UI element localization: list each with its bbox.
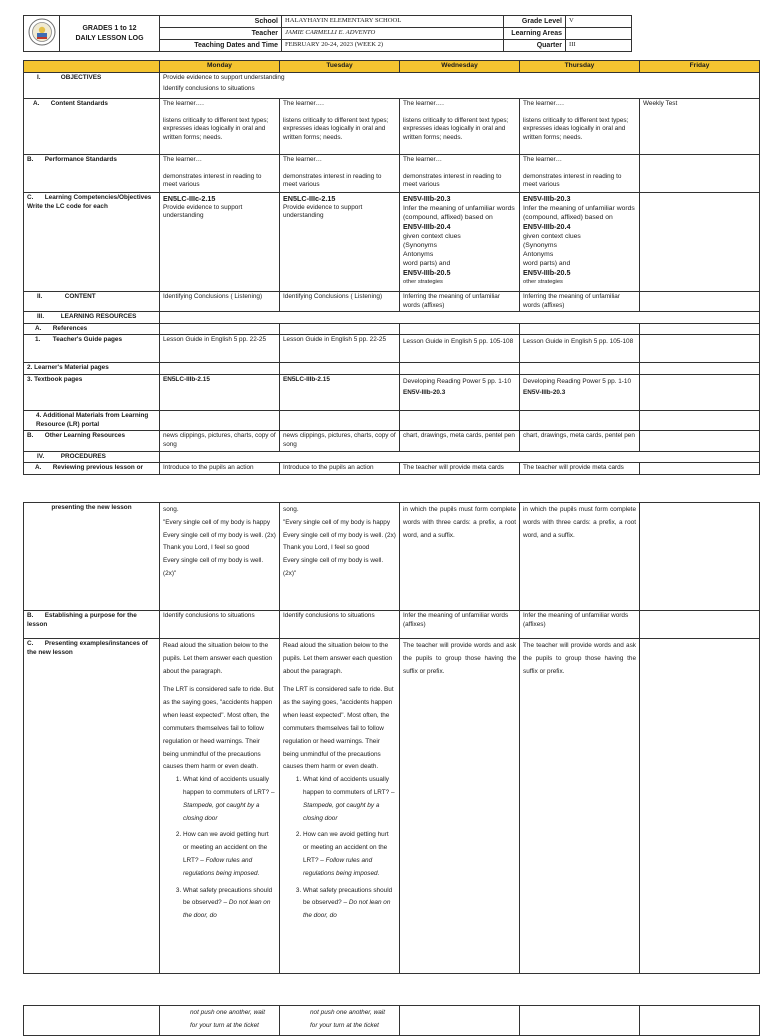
examples-questions <box>283 774 396 923</box>
lc-text-2b: (Synonyms <box>403 241 437 249</box>
page3-monday <box>160 1006 280 1036</box>
cs-tuesday <box>280 98 400 154</box>
quarter-value: III <box>566 40 632 52</box>
lc-code: EN5LC-IIIc-2.15 <box>283 193 336 203</box>
question-item <box>303 885 396 923</box>
presenting-examples-num: C. <box>27 640 34 647</box>
cs-learner: The learner…. <box>403 99 444 107</box>
song-line-2: Every single cell of my body is well. (2x) <box>163 531 276 539</box>
review-thursday: The teacher will provide meta cards <box>520 463 640 475</box>
examples-friday <box>640 639 760 974</box>
question-text: What safety precautions should be observed? – <box>183 886 273 907</box>
purpose-friday <box>640 611 760 639</box>
presenting-new-lesson-label: presenting the new lesson <box>24 503 160 611</box>
lc-wednesday <box>400 192 520 291</box>
song-line-4: Every single cell of my body is well. (2x)" <box>163 557 264 578</box>
examples-questions <box>163 774 276 923</box>
presenting-examples-text: Presenting examples/instances of the new lesson <box>27 640 148 656</box>
reviewing-text: Reviewing previous lesson or <box>52 464 143 472</box>
ref-empty-thu <box>520 323 640 335</box>
lc-text-2a: given context clues <box>403 232 461 240</box>
lm-empty-wed <box>400 363 520 375</box>
page3-thursday <box>520 1006 640 1036</box>
ref-empty-tue <box>280 323 400 335</box>
grade-level-label: Grade Level <box>504 16 566 28</box>
question-item <box>183 885 276 923</box>
answer-text: Stampede, got caught by a closing door <box>183 801 260 822</box>
answer-text: Stampede, got caught by a closing door <box>303 801 380 822</box>
lc-code-1: EN5V-IIIb-20.3 <box>403 193 451 203</box>
lesson-log-table-page3 <box>23 1005 760 1036</box>
song-label: song. <box>283 506 299 513</box>
references-text: References <box>52 324 88 332</box>
answer-cont: not push one another, wait <box>190 1009 265 1016</box>
tb-friday <box>640 375 760 411</box>
examples-monday <box>160 639 280 974</box>
other-thursday: chart, drawings, meta cards, pentel pen <box>520 431 640 451</box>
lc-text-1: Infer the meaning of unfamiliar words (compound, affixed) based on <box>523 204 635 221</box>
examples-paragraph: The LRT is considered safe to ride. But as the saying goes, "accidents happen when least expected". Most often, the commuters themselves fail to follow regulation or heed warnings. Their being unmindful of the precautions causes them harm or even death. <box>163 686 274 771</box>
review-tuesday: Introduce to the pupils an action <box>280 463 400 475</box>
examples-intro: Read aloud the situation below to the pupils. Let them answer each question about the paragraph. <box>163 642 273 675</box>
ps-text: demonstrates interest in reading to meet various <box>163 172 262 189</box>
review-cont-tuesday <box>280 503 400 611</box>
header-table <box>23 15 632 52</box>
day-tuesday: Tuesday <box>280 61 400 73</box>
lm-empty-tue <box>280 363 400 375</box>
ps-text: demonstrates interest in reading to meet various <box>283 172 382 189</box>
purpose-tuesday: Identify conclusions to situations <box>280 611 400 639</box>
procedures-label <box>24 451 160 463</box>
question-item <box>303 774 396 825</box>
tb-thursday <box>520 375 640 411</box>
review-cont-friday <box>640 503 760 611</box>
ps-monday <box>160 154 280 192</box>
learning-areas-value <box>566 28 632 40</box>
question-item <box>183 774 276 825</box>
lc-code: EN5LC-IIIc-2.15 <box>163 193 216 203</box>
cs-text: listens critically to different text types; expresses ideas logically in oral and written forms; needs. <box>283 116 389 141</box>
title-line1: GRADES 1 to 12 <box>82 25 137 33</box>
purpose-thursday: Infer the meaning of unfamiliar words (affixes) <box>520 611 640 639</box>
objectives-num: I. <box>37 73 41 81</box>
question-text: How can we avoid getting hurt or meeting an accident on the LRT? – <box>303 831 389 864</box>
competencies-text: Learning Competencies/Objectives Write the LC code for each <box>27 193 152 210</box>
resources-num: III. <box>37 313 45 321</box>
ps-text: demonstrates interest in reading to meet various <box>523 172 622 189</box>
ps-thursday <box>520 154 640 192</box>
answer-cont-2: for your turn at the ticket <box>190 1021 259 1029</box>
other-wednesday: chart, drawings, meta cards, pentel pen <box>400 431 520 451</box>
cs-friday: Weekly Test <box>640 98 760 154</box>
answer-text: Do not lean on the door, do <box>303 899 391 920</box>
tb-wednesday <box>400 375 520 411</box>
question-text: What kind of accidents usually happen to commuters of LRT? – <box>183 776 275 796</box>
content-text: CONTENT <box>64 292 96 300</box>
day-wednesday: Wednesday <box>400 61 520 73</box>
cs-learner: The learner…. <box>283 99 324 107</box>
deped-seal-icon <box>28 18 56 46</box>
ps-learner: The learner… <box>403 155 443 163</box>
other-tuesday: news clippings, pictures, charts, copy of song <box>280 431 400 451</box>
question-item <box>303 829 396 880</box>
lc-text-2d: word parts) and <box>403 260 451 268</box>
performance-standards-num: B. <box>27 155 34 163</box>
tb-code: EN5V-IIIb-20.3 <box>523 388 566 396</box>
song-label: song. <box>163 506 179 513</box>
additional-materials-label: 4. Additional Materials from Learning Resource (LR) portal <box>24 411 160 431</box>
page3-wednesday <box>400 1006 520 1036</box>
reviewing-num: A. <box>35 464 42 472</box>
ref-empty-wed <box>400 323 520 335</box>
lc-text-2d: word parts) and <box>523 260 571 268</box>
ref-empty-mon <box>160 323 280 335</box>
tg-thursday: Lesson Guide in English 5 pp. 105-108 <box>520 335 640 363</box>
song-line-4: Every single cell of my body is well. (2x)" <box>283 557 384 578</box>
content-standards-num: A. <box>33 99 40 107</box>
add-empty-mon <box>160 411 280 431</box>
lm-empty-thu <box>520 363 640 375</box>
purpose-monday: Identify conclusions to situations <box>160 611 280 639</box>
review-friday <box>640 463 760 475</box>
add-empty-thu <box>520 411 640 431</box>
presenting-examples-label <box>24 639 160 974</box>
song-line-1: "Every single cell of my body is happy <box>283 518 391 526</box>
resources-text: LEARNING RESOURCES <box>60 313 137 321</box>
review-wednesday: The teacher will provide meta cards <box>400 463 520 475</box>
cs-text: listens critically to different text types; expresses ideas logically in oral and written forms; needs. <box>163 116 269 141</box>
song-line-2: Every single cell of my body is well. (2x) <box>283 531 396 539</box>
tb-text: Developing Reading Power 5 pp. 1-10 <box>523 378 632 386</box>
teachers-guide-num: 1. <box>35 336 41 344</box>
other-resources-text: Other Learning Resources <box>44 432 126 440</box>
log-title <box>60 16 160 52</box>
tg-tuesday: Lesson Guide in English 5 pp. 22-25 <box>280 335 400 363</box>
objective-line1: Provide evidence to support understanding <box>160 72 760 84</box>
procedures-span <box>160 451 760 463</box>
add-empty-fri <box>640 411 760 431</box>
lc-code-2: EN5V-IIIb-20.4 <box>403 221 451 231</box>
content-label <box>24 291 160 311</box>
ps-wednesday <box>400 154 520 192</box>
content-monday: Identifying Conclusions ( Listening) <box>160 291 280 311</box>
cs-learner: The learner…. <box>523 99 564 107</box>
examples-thursday: The teacher will provide words and ask the pupils to group those having the suffix or prefix. <box>520 639 640 974</box>
tg-wednesday: Lesson Guide in English 5 pp. 105-108 <box>400 335 520 363</box>
examples-paragraph: The LRT is considered safe to ride. But as the saying goes, "accidents happen when least expected". Most often, the commuters themselves fail to follow regulation or heed warnings. Their being unmindful of the precautions causes them harm or even death. <box>283 686 394 771</box>
answer-text: Do not lean on the door, do <box>183 899 271 920</box>
competencies-label <box>24 192 160 291</box>
lc-code-3: EN5V-IIIb-20.5 <box>523 268 571 278</box>
content-standards-label <box>24 98 160 154</box>
cs-text: listens critically to different text types; expresses ideas logically in oral and written forms; needs. <box>403 116 509 141</box>
ref-empty-fri <box>640 323 760 335</box>
answer-text: Follow rules and regulations being imposed. <box>183 857 260 877</box>
cs-thursday <box>520 98 640 154</box>
review-cont-monday <box>160 503 280 611</box>
question-item <box>183 829 276 880</box>
lc-code-2: EN5V-IIIb-20.4 <box>523 221 571 231</box>
ps-tuesday <box>280 154 400 192</box>
lesson-log-table-continued <box>23 502 760 974</box>
page3-tuesday <box>280 1006 400 1036</box>
learners-material-label: 2. Learner's Material pages <box>24 363 160 375</box>
lm-empty-mon <box>160 363 280 375</box>
review-monday: Introduce to the pupils an action <box>160 463 280 475</box>
lc-thursday <box>520 192 640 291</box>
ps-learner: The learner… <box>283 155 323 163</box>
performance-standards-label <box>24 154 160 192</box>
dates-label: Teaching Dates and Time <box>160 40 282 52</box>
tb-code: EN5V-IIIb-20.3 <box>403 388 446 396</box>
dates-value: FEBRUARY 20-24, 2023 (WEEK 2) <box>282 40 504 52</box>
lesson-log-table <box>23 60 760 475</box>
tb-tuesday <box>280 375 400 411</box>
procedures-text: PROCEDURES <box>60 452 106 460</box>
lc-text: Provide evidence to support understanding <box>283 203 363 220</box>
lc-friday <box>640 192 760 291</box>
competencies-num: C. <box>27 193 34 201</box>
school-label: School <box>160 16 282 28</box>
purpose-wednesday: Infer the meaning of unfamiliar words (affixes) <box>400 611 520 639</box>
add-empty-tue <box>280 411 400 431</box>
content-standards-text: Content Standards <box>50 99 108 107</box>
references-num: A. <box>35 324 42 332</box>
tb-code: EN5LC-IIIb-2.15 <box>163 376 210 384</box>
other-monday: news clippings, pictures, charts, copy of song <box>160 431 280 451</box>
content-thursday: Inferring the meaning of unfamiliar words (affixes) <box>520 291 640 311</box>
lm-empty-fri <box>640 363 760 375</box>
ps-text: demonstrates interest in reading to meet various <box>403 172 502 189</box>
deped-seal <box>24 16 60 52</box>
resources-span <box>160 312 760 324</box>
examples-tuesday <box>280 639 400 974</box>
examples-wednesday: The teacher will provide words and ask the pupils to group those having the suffix or prefix. <box>400 639 520 974</box>
question-text: What safety precautions should be observed? – <box>303 886 393 907</box>
title-line2: DAILY LESSON LOG <box>75 34 144 42</box>
teacher-label: Teacher <box>160 28 282 40</box>
purpose-text: Establishing a purpose for the lesson <box>27 612 137 628</box>
cs-monday <box>160 98 280 154</box>
song-line-3: Thank you Lord, I feel so good <box>163 544 250 552</box>
lc-text-2a: given context clues <box>523 232 581 240</box>
resources-label <box>24 312 160 324</box>
tb-text: Developing Reading Power 5 pp. 1-10 <box>403 378 512 386</box>
purpose-label <box>24 611 160 639</box>
tb-code: EN5LC-IIIb-2.15 <box>283 376 330 384</box>
cs-wednesday <box>400 98 520 154</box>
tg-friday <box>640 335 760 363</box>
lc-text-3: other strategies <box>523 279 563 286</box>
references-label <box>24 323 160 335</box>
reviewing-label <box>24 463 160 475</box>
cs-learner: The learner…. <box>163 99 204 107</box>
answer-cont-2: for your turn at the ticket <box>310 1021 379 1029</box>
quarter-label: Quarter <box>504 40 566 52</box>
review-cont-wednesday: in which the pupils must form complete words with three cards: a prefix, a root word, and a suffix. <box>400 503 520 611</box>
cs-text: listens critically to different text types; expresses ideas logically in oral and written forms; needs. <box>523 116 629 141</box>
teacher-value: JAMIE CARMELLI E. ADVENTO <box>282 28 504 40</box>
lc-code-3: EN5V-IIIb-20.5 <box>403 268 451 278</box>
ps-friday <box>640 154 760 192</box>
day-thursday: Thursday <box>520 61 640 73</box>
add-empty-wed <box>400 411 520 431</box>
blank-head <box>24 61 160 73</box>
lc-text-2c: Antonyms <box>403 251 434 259</box>
purpose-num: B. <box>27 612 34 619</box>
lc-text-2b: (Synonyms <box>523 241 557 249</box>
teachers-guide-text: Teacher's Guide pages <box>52 336 123 344</box>
examples-intro: Read aloud the situation below to the pupils. Let them answer each question about the paragraph. <box>283 642 393 675</box>
objectives-label <box>24 72 160 98</box>
teachers-guide-label <box>24 335 160 363</box>
content-friday <box>640 291 760 311</box>
lc-tuesday <box>280 192 400 291</box>
lc-monday <box>160 192 280 291</box>
question-text: What kind of accidents usually happen to commuters of LRT? – <box>303 776 395 796</box>
lc-text-1: Infer the meaning of unfamiliar words (compound, affixed) based on <box>403 204 515 221</box>
answer-text: Follow rules and regulations being imposed. <box>303 857 380 877</box>
day-monday: Monday <box>160 61 280 73</box>
tb-monday <box>160 375 280 411</box>
content-tuesday: Identifying Conclusions ( Listening) <box>280 291 400 311</box>
grade-level-value: V <box>566 16 632 28</box>
answer-cont: not push one another, wait <box>310 1009 385 1016</box>
tg-monday: Lesson Guide in English 5 pp. 22-25 <box>160 335 280 363</box>
question-text: How can we avoid getting hurt or meeting an accident on the LRT? – <box>183 831 269 864</box>
procedures-num: IV. <box>37 452 45 460</box>
song-line-1: "Every single cell of my body is happy <box>163 518 271 526</box>
song-line-3: Thank you Lord, I feel so good <box>283 544 370 552</box>
ps-learner: The learner… <box>523 155 563 163</box>
school-value: HALAYHAYIN ELEMENTARY SCHOOL <box>282 16 504 28</box>
other-resources-label <box>24 431 160 451</box>
objective-line2: Identify conclusions to situations <box>160 84 760 98</box>
day-friday: Friday <box>640 61 760 73</box>
other-friday <box>640 431 760 451</box>
learning-areas-label: Learning Areas <box>504 28 566 40</box>
lc-text-2c: Antonyms <box>523 251 554 259</box>
page3-friday <box>640 1006 760 1036</box>
content-num: II. <box>37 292 43 300</box>
objectives-text: OBJECTIVES <box>60 73 102 81</box>
textbook-pages-label: 3. Textbook pages <box>24 375 160 411</box>
lc-code-1: EN5V-IIIb-20.3 <box>523 193 571 203</box>
page3-label <box>24 1006 160 1036</box>
ps-learner: The learner… <box>163 155 203 163</box>
lc-text: Provide evidence to support understanding <box>163 203 243 220</box>
content-wednesday: Inferring the meaning of unfamiliar words (affixes) <box>400 291 520 311</box>
review-cont-thursday: in which the pupils must form complete words with three cards: a prefix, a root word, and a suffix. <box>520 503 640 611</box>
lc-text-3: other strategies <box>403 279 443 286</box>
other-resources-num: B. <box>27 432 34 440</box>
performance-standards-text: Performance Standards <box>44 155 117 163</box>
